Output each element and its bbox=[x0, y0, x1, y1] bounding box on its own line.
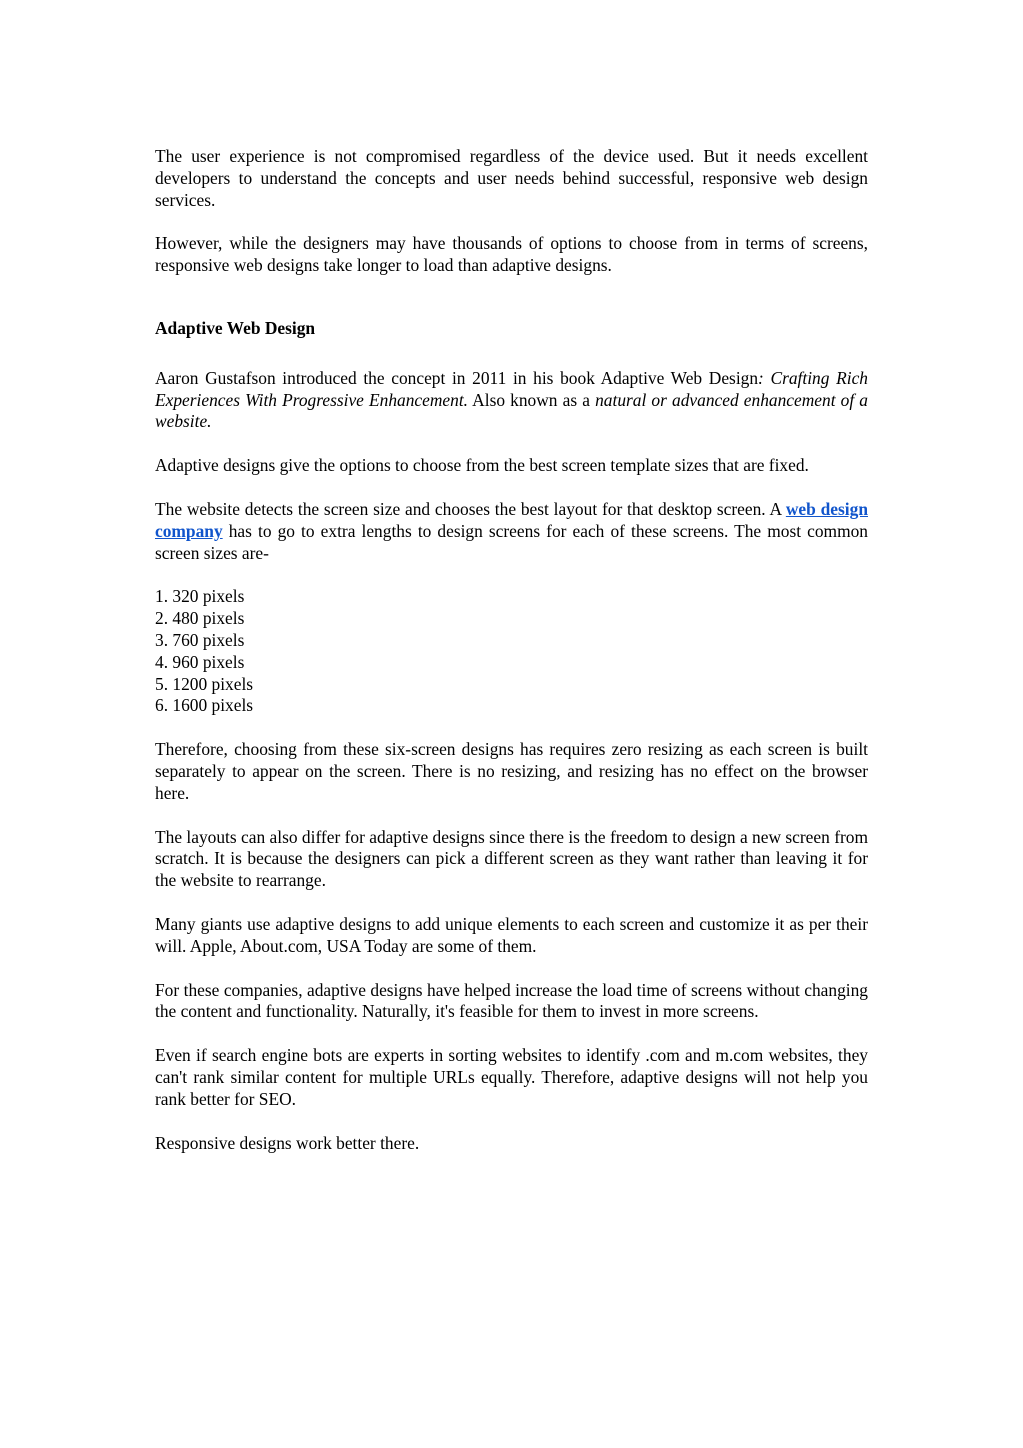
intro-italic-tail: natural or advanced enhancement of a website. bbox=[155, 389, 868, 432]
list-item: 1. 320 pixels bbox=[155, 586, 245, 607]
intro-lead: Aaron Gustafson introduced the concept in 2011 in his book Adaptive Web Design bbox=[155, 367, 759, 388]
list-item: 6. 1600 pixels bbox=[155, 695, 254, 716]
intro-book-subtitle: : Crafting Rich Experiences With Progressive Enhancement. bbox=[155, 367, 868, 410]
list-item: 5. 1200 pixels bbox=[155, 673, 254, 694]
paragraph-therefore: Therefore, choosing from these six-screen designs has requires zero resizing as each screen is built separately to appear on the screen. There is no resizing, and resizing has no effect on the browser here. bbox=[155, 739, 868, 803]
list-item: 3. 760 pixels bbox=[155, 629, 245, 650]
section-heading: Adaptive Web Design bbox=[155, 317, 316, 338]
intro-middle: Also known as a bbox=[468, 389, 596, 410]
screen-sizes-list bbox=[155, 586, 868, 717]
paragraph-detects bbox=[155, 499, 868, 564]
list-item: 2. 480 pixels bbox=[155, 608, 245, 629]
document-page bbox=[155, 146, 868, 1176]
paragraph-however: However, while the designers may have thousands of options to choose from in terms of screens, responsive web designs take longer to load than adaptive designs. bbox=[155, 233, 868, 276]
web-design-company-link[interactable]: web design company bbox=[155, 498, 868, 541]
list-item: 4. 960 pixels bbox=[155, 651, 245, 672]
paragraph-final: Responsive designs work better there. bbox=[155, 1132, 420, 1153]
paragraph-layouts: The layouts can also differ for adaptive designs since there is the freedom to design a new screen from scratch. It is because the designers can pick a different screen as they want rather than leaving it for the website to rearrange. bbox=[155, 826, 868, 891]
paragraph-intro bbox=[155, 368, 868, 433]
paragraph-adaptive-options: Adaptive designs give the options to choose from the best screen template sizes that are fixed. bbox=[155, 455, 809, 476]
paragraph-user-experience: The user experience is not compromised regardless of the device used. But it needs excellent developers to understand the concepts and user needs behind successful, responsive web design services. bbox=[155, 146, 868, 210]
detects-before-link: The website detects the screen size and chooses the best layout for that desktop screen. A bbox=[155, 498, 786, 519]
paragraph-seo: Even if search engine bots are experts in sorting websites to identify .com and m.com websites, they can't rank similar content for multiple URLs equally. Therefore, adaptive designs will not help you rank better for SEO. bbox=[155, 1045, 868, 1109]
detects-after-link: has to go to extra lengths to design screens for each of these screens. The most common screen sizes are- bbox=[155, 520, 868, 563]
paragraph-companies: For these companies, adaptive designs have helped increase the load time of screens without changing the content and functionality. Naturally, it's feasible for them to invest in more screens. bbox=[155, 979, 868, 1022]
paragraph-giants: Many giants use adaptive designs to add unique elements to each screen and customize it as per their will. Apple, About.com, USA Today are some of them. bbox=[155, 913, 868, 956]
